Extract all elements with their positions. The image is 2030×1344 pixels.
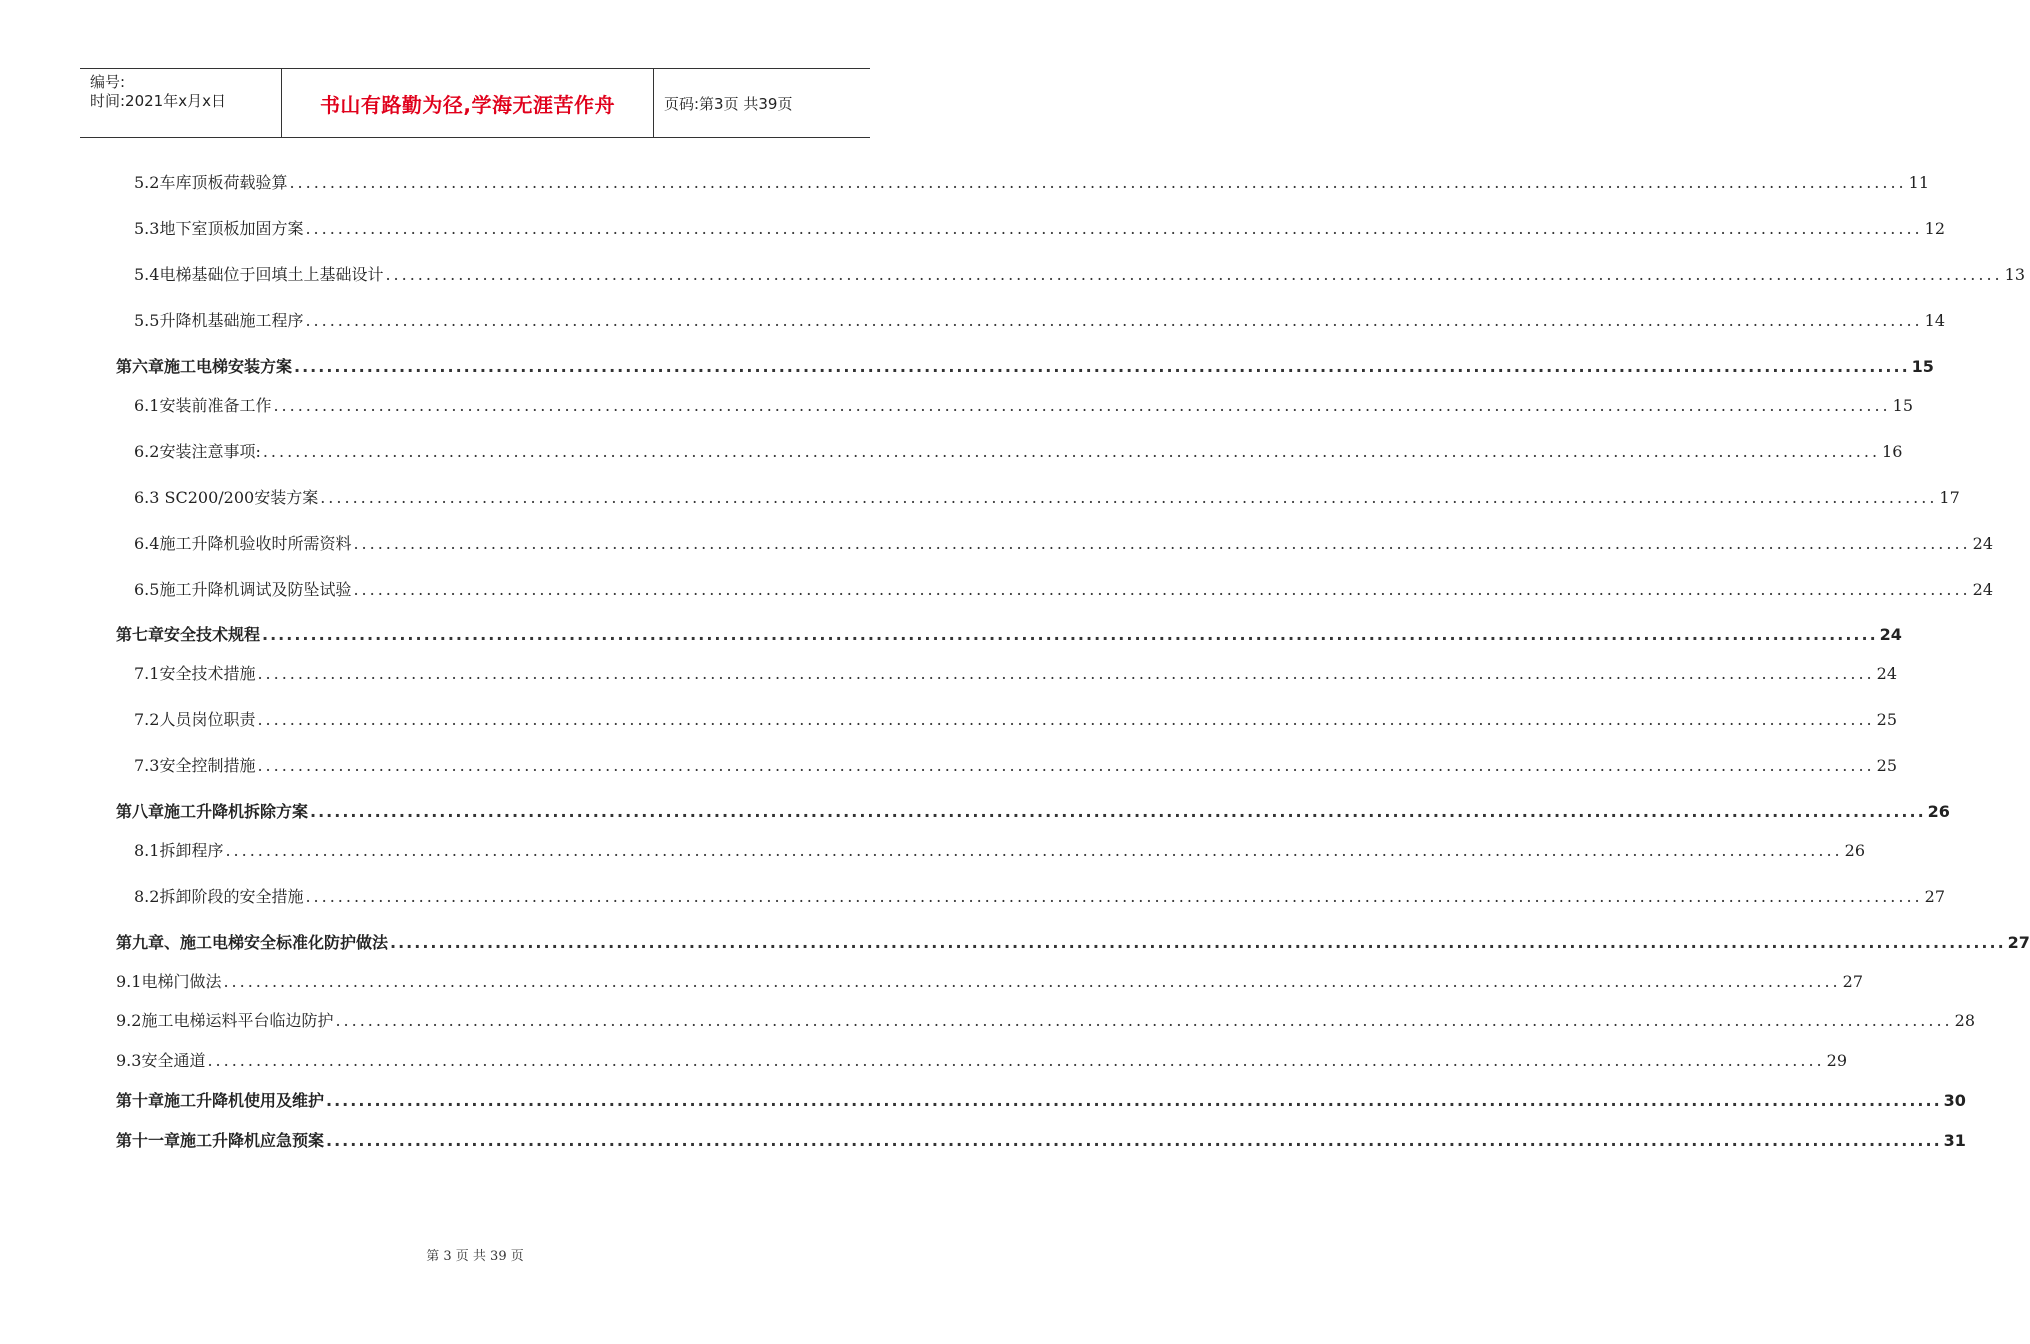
toc-entry bbox=[116, 971, 1863, 993]
toc-entry-page: 15 bbox=[1911, 357, 1934, 376]
toc-leader-dots: ........................................................................................................................................................................................................ bbox=[305, 887, 1923, 906]
toc-entry-label: 9.3安全通道 bbox=[116, 1051, 206, 1070]
toc-leader-dots: ........................................................................................................................................................................................................ bbox=[257, 756, 1875, 775]
toc-entry-label: 第十一章施工升降机应急预案 bbox=[116, 1131, 325, 1150]
toc-entry bbox=[134, 441, 1903, 463]
toc-entry-page: 15 bbox=[1892, 396, 1913, 415]
toc-entry-page: 27 bbox=[1842, 972, 1863, 991]
toc-chapter-entry bbox=[116, 356, 1934, 378]
toc-leader-dots: ........................................................................................................................................................................................................ bbox=[257, 710, 1875, 729]
toc-entry-label: 6.1安装前准备工作 bbox=[134, 396, 272, 415]
toc-leader-dots: ........................................................................................................................................................................................................ bbox=[273, 396, 1891, 415]
toc-chapter-entry bbox=[116, 932, 2030, 954]
toc-entry-label: 9.1电梯门做法 bbox=[116, 972, 222, 991]
toc-entry bbox=[134, 886, 1945, 908]
toc-leader-dots: ........................................................................................................................................................................................................ bbox=[207, 1051, 1825, 1070]
toc-entry bbox=[134, 218, 1945, 240]
toc-entry-page: 26 bbox=[1927, 802, 1950, 821]
toc-entry bbox=[134, 533, 1993, 555]
toc-entry-label: 5.3地下室顶板加固方案 bbox=[134, 219, 304, 238]
toc-entry-page: 24 bbox=[1876, 664, 1897, 683]
header-meta bbox=[80, 69, 282, 137]
toc-chapter-entry bbox=[116, 624, 1902, 646]
toc-entry bbox=[134, 310, 1945, 332]
toc-entry-label: 7.1安全技术措施 bbox=[134, 664, 256, 683]
toc-leader-dots: ........................................................................................................................................................................................................ bbox=[262, 625, 1878, 644]
toc-leader-dots: ........................................................................................................................................................................................................ bbox=[310, 802, 1926, 821]
toc-entry-page: 17 bbox=[1939, 488, 1960, 507]
toc-entry-page: 24 bbox=[1972, 534, 1993, 553]
toc-entry-label: 5.4电梯基础位于回填土上基础设计 bbox=[134, 265, 384, 284]
toc-chapter-entry bbox=[116, 1130, 1966, 1152]
toc-entry-label: 第六章施工电梯安装方案 bbox=[116, 357, 293, 376]
toc-leader-dots: ........................................................................................................................................................................................................ bbox=[326, 1131, 1942, 1150]
toc-leader-dots: ........................................................................................................................................................................................................ bbox=[305, 219, 1923, 238]
toc-leader-dots: ........................................................................................................................................................................................................ bbox=[320, 488, 1938, 507]
toc-chapter-entry bbox=[116, 1090, 1966, 1112]
toc-entry-label: 7.3安全控制措施 bbox=[134, 756, 256, 775]
toc-entry-page: 26 bbox=[1844, 841, 1865, 860]
toc-entry-label: 6.2安装注意事项: bbox=[134, 442, 261, 461]
toc-leader-dots: ........................................................................................................................................................................................................ bbox=[353, 534, 1971, 553]
toc-entry bbox=[134, 840, 1865, 862]
page-footer: 第 3 页 共 39 页 bbox=[426, 1249, 524, 1264]
toc-entry-label: 6.5施工升降机调试及防坠试验 bbox=[134, 580, 352, 599]
toc-entry-page: 25 bbox=[1876, 710, 1897, 729]
toc-entry-page: 13 bbox=[2004, 265, 2025, 284]
header-motto-cell bbox=[282, 69, 654, 137]
toc-entry bbox=[134, 755, 1897, 777]
toc-leader-dots: ........................................................................................................................................................................................................ bbox=[353, 580, 1971, 599]
page-header bbox=[80, 68, 870, 138]
toc-entry bbox=[116, 1050, 1847, 1072]
toc-entry-page: 14 bbox=[1924, 311, 1945, 330]
document-number-label: 编号: bbox=[90, 73, 126, 91]
toc-entry bbox=[134, 395, 1913, 417]
toc-entry bbox=[134, 663, 1897, 685]
toc-entry bbox=[116, 1010, 1975, 1032]
toc-entry-label: 5.2车库顶板荷载验算 bbox=[134, 173, 288, 192]
toc-leader-dots: ........................................................................................................................................................................................................ bbox=[335, 1011, 1953, 1030]
toc-entry-page: 16 bbox=[1882, 442, 1903, 461]
toc-entry-page: 28 bbox=[1954, 1011, 1975, 1030]
toc-entry-page: 31 bbox=[1943, 1131, 1966, 1150]
toc-entry bbox=[134, 264, 2025, 286]
toc-leader-dots: ........................................................................................................................................................................................................ bbox=[385, 265, 2003, 284]
toc-entry-label: 第八章施工升降机拆除方案 bbox=[116, 802, 309, 821]
header-page-label: 页码:第3页 共39页 bbox=[664, 94, 793, 113]
toc-entry-label: 9.2施工电梯运料平台临边防护 bbox=[116, 1011, 334, 1030]
toc-entry-label: 6.3 SC200/200安装方案 bbox=[134, 488, 319, 507]
toc-leader-dots: ........................................................................................................................................................................................................ bbox=[257, 664, 1875, 683]
toc-entry-page: 24 bbox=[1879, 625, 1902, 644]
toc-entry-label: 第七章安全技术规程 bbox=[116, 625, 261, 644]
toc-entry bbox=[134, 487, 1960, 509]
toc-entry-label: 5.5升降机基础施工程序 bbox=[134, 311, 304, 330]
toc-entry-page: 30 bbox=[1943, 1091, 1966, 1110]
toc-entry-label: 第十章施工升降机使用及维护 bbox=[116, 1091, 325, 1110]
toc-leader-dots: ........................................................................................................................................................................................................ bbox=[326, 1091, 1942, 1110]
header-motto: 书山有路勤为径,学海无涯苦作舟 bbox=[319, 92, 616, 117]
toc-leader-dots: ........................................................................................................................................................................................................ bbox=[390, 933, 2006, 952]
toc-entry-page: 29 bbox=[1826, 1051, 1847, 1070]
toc-entry-label: 8.2拆卸阶段的安全措施 bbox=[134, 887, 304, 906]
toc-entry-page: 11 bbox=[1908, 173, 1929, 192]
header-page-cell bbox=[654, 69, 870, 137]
toc-entry-page: 27 bbox=[1924, 887, 1945, 906]
toc-entry-label: 7.2人员岗位职责 bbox=[134, 710, 256, 729]
toc-entry bbox=[134, 579, 1993, 601]
toc-entry bbox=[134, 172, 1929, 194]
toc-leader-dots: ........................................................................................................................................................................................................ bbox=[262, 442, 1881, 461]
toc-entry-page: 27 bbox=[2007, 933, 2030, 952]
toc-leader-dots: ........................................................................................................................................................................................................ bbox=[225, 841, 1843, 860]
toc-entry-label: 8.1拆卸程序 bbox=[134, 841, 224, 860]
toc-entry bbox=[134, 709, 1897, 731]
toc-entry-page: 24 bbox=[1972, 580, 1993, 599]
toc-leader-dots: ........................................................................................................................................................................................................ bbox=[294, 357, 1910, 376]
toc-leader-dots: ........................................................................................................................................................................................................ bbox=[289, 173, 1907, 192]
toc-chapter-entry bbox=[116, 801, 1950, 823]
toc-entry-label: 第九章、施工电梯安全标准化防护做法 bbox=[116, 933, 389, 952]
toc-entry-page: 12 bbox=[1924, 219, 1945, 238]
toc-leader-dots: ........................................................................................................................................................................................................ bbox=[305, 311, 1923, 330]
toc-entry-label: 6.4施工升降机验收时所需资料 bbox=[134, 534, 352, 553]
document-time-label: 时间:2021年x月x日 bbox=[90, 92, 226, 110]
toc-entry-page: 25 bbox=[1876, 756, 1897, 775]
toc-leader-dots: ........................................................................................................................................................................................................ bbox=[223, 972, 1841, 991]
